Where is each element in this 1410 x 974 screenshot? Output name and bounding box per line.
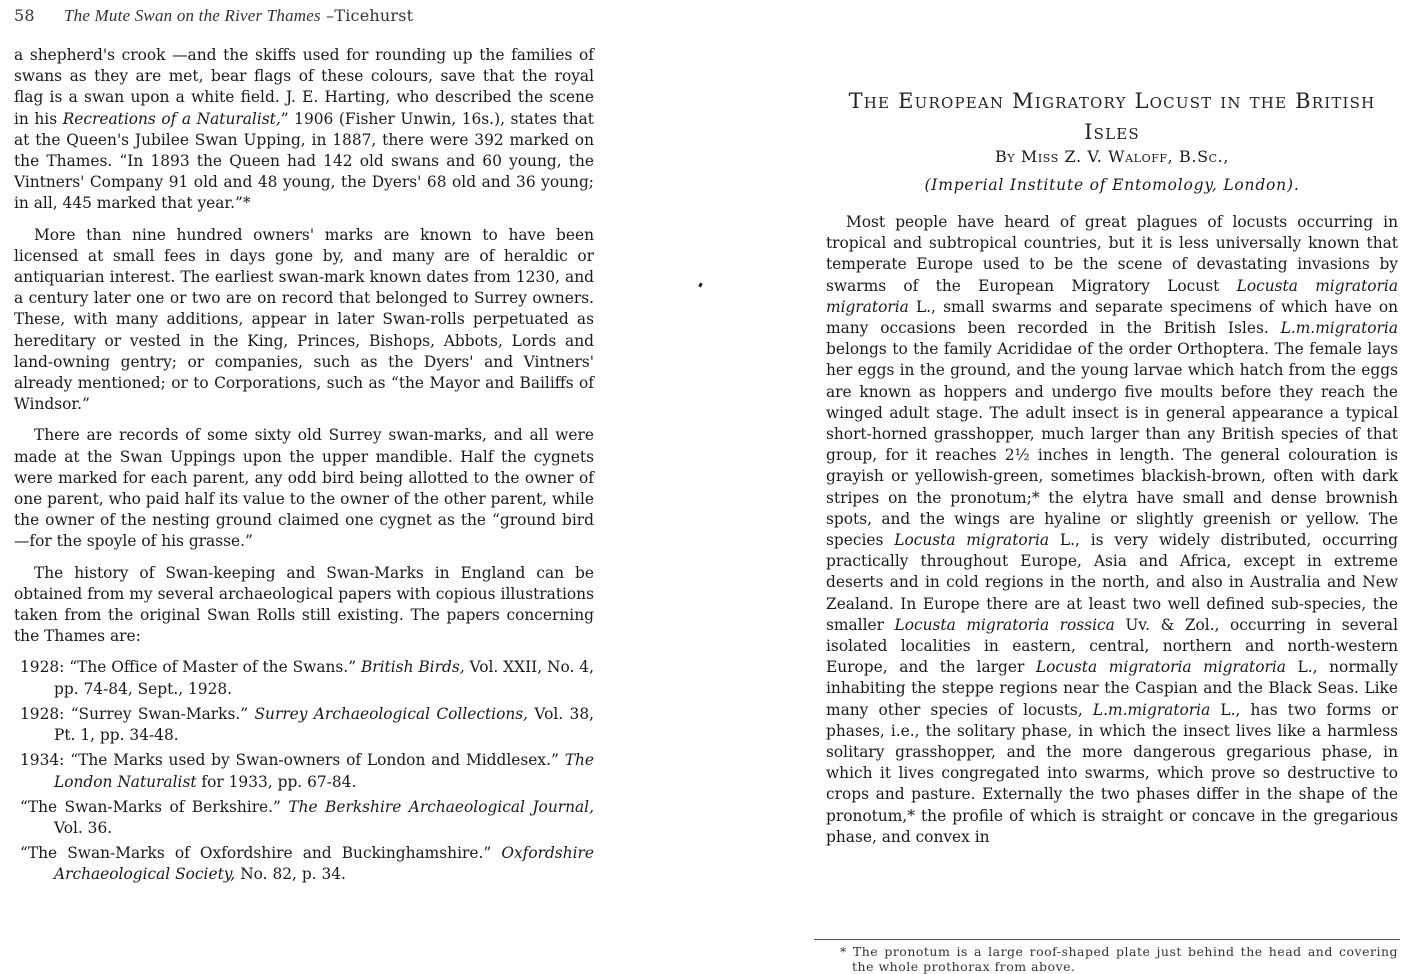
- left-body-text: [14, 45, 594, 890]
- running-title: The Mute Swan on the River Thames: [64, 6, 321, 25]
- species-name: Locusta migratoria migratoria: [1035, 658, 1286, 677]
- species-name: L.m.migratoria: [1280, 319, 1398, 338]
- species-name: Locusta migratoria migratoria: [826, 276, 1399, 316]
- reference-detail: Vol. XXII, No. 4, pp. 74-84, Sept., 1928.: [54, 658, 594, 698]
- species-name: Locusta migratoria rossica: [894, 615, 1115, 634]
- book-title: Recreations of a Naturalist,: [62, 109, 281, 128]
- article-title: The European Migratory Locust in the British Isles: [848, 89, 1376, 144]
- reference-journal: Surrey Archaeological Collections,: [254, 704, 529, 723]
- text-run: L., normally inhabiting the steppe regions near the Caspian and the Black Seas. Like many other species of locusts,: [826, 658, 1398, 719]
- text-run: belongs to the family Acrididae of the order Orthoptera. The female lays her eggs in the ground, and the young larvae which hatch from the eggs are known as hoppers and undergo five moults before they reach the winged adult stage. The adult insect is in general appearance a typical short-horned grasshopper, much larger than any British species of that group, for it reaches 2½ inches in length. The general colouration is grayish or yellowish-green, sometimes blackish-brown, often with dark stripes on the pronotum;* the elytra have small and dense brownish spots, and the wings are hyaline or slightly greenish or yellow. The species: [826, 340, 1398, 550]
- reference-detail: Vol. 38, Pt. 1, pp. 34-48.: [54, 704, 595, 745]
- running-head: [14, 6, 413, 26]
- reference-journal: Oxfordshire Archaeological Society,: [54, 844, 594, 884]
- footnote-rule: [814, 939, 1400, 940]
- reference-journal: The Berkshire Archaeological Journal,: [288, 797, 594, 816]
- reference-item: [14, 704, 594, 746]
- text-run: Most people have heard of great plagues of locusts occurring in tropical and subtropical countries, but it is less universally known that temperate Europe used to be the scene of devastating invasions by swarms of the European Migratory Locust: [826, 213, 1398, 295]
- reference-journal: The London Naturalist: [54, 751, 594, 791]
- scan-speck: [698, 283, 703, 288]
- footnote: * The pronotum is a large roof-shaped plate just behind the head and covering the whole prothorax from above.: [840, 944, 1398, 974]
- text-run: ” 1906 (Fisher Unwin, 16s.), states that at the Queen's Jubilee Swan Upping, in 1887, there were 392 marked on the Thames. “In 1893 the Queen had 142 old swans and 60 young, the Vintners' Company 91 old and 48 young, the Dyers' 68 old and 36 young; in all, 445 marked that year.”*: [14, 109, 594, 213]
- reference-lead: 1934: “The Marks used by Swan-owners of London and Middlesex.”: [20, 751, 565, 770]
- reference-detail: Vol. 36.: [54, 818, 113, 837]
- species-name: L.m.migratoria: [1092, 700, 1211, 719]
- reference-lead: 1928: “The Office of Master of the Swans.”: [20, 658, 361, 677]
- text-run: L., has two forms or phases, i.e., the solitary phase, in which the insect lives like a harmless solitary grasshopper, and the more dangerous gregarious phase, in which it lives congregated into swarms, which prove so destructive to crops and pasture. Externally the two phases differ in the shape of the pronotum,* the profile of which is straight or concave in the gregarious phase, and convex in: [826, 700, 1398, 846]
- reference-detail: No. 82, p. 34.: [235, 865, 346, 884]
- running-author: –Ticehurst: [326, 6, 414, 25]
- paragraph: More than nine hundred owners' marks are known to have been licensed at small fees in days gone by, and many are of heraldic or antiquarian interest. The earliest swan-mark known dates from 1230, and a century later one or two are on record that belonged to Surrey owners. These, with many additions, appear in later Swan-rolls perpetuated as hereditary or vested in the King, Princes, Bishops, Abbots, Lords and land-owning gentry; or companies, such as the Dyers' and Vintners' already mentioned; or to Corporations, such as “the Mayor and Bailiffs of Windsor.”: [14, 225, 594, 414]
- page-number: 58: [14, 6, 35, 25]
- right-body-text: [826, 212, 1398, 848]
- reference-lead: “The Swan-Marks of Oxfordshire and Buckinghamshire.”: [20, 844, 502, 863]
- reference-lead: “The Swan-Marks of Berkshire.”: [20, 797, 289, 816]
- reference-list: [14, 657, 594, 885]
- reference-item: [14, 843, 594, 885]
- paragraph: The history of Swan-keeping and Swan-Marks in England can be obtained from my several archaeological papers with copious illustrations taken from the original Swan Rolls still existing. The papers concerning the Thames are:: [14, 563, 594, 646]
- text-run: L., small swarms and separate specimens of which have on many occasions been recorded in the British Isles.: [826, 297, 1398, 338]
- reference-journal: British Birds,: [360, 658, 465, 677]
- text-run: Uv. & Zol., occurring in several isolated localities in eastern, central, northern and north-western Europe, and the larger: [826, 615, 1398, 677]
- text-run: L., is very widely distributed, occurring practically throughout Europe, Asia and Africa, except in extreme deserts and in cold regions in the north, and also in Australia and New Zealand. In Europe there are at least two well defined sub-species, the smaller: [826, 531, 1398, 634]
- paragraph: [14, 45, 594, 215]
- species-name: Locusta migratoria: [894, 531, 1050, 550]
- reference-item: [14, 797, 594, 839]
- reference-item: [14, 657, 594, 699]
- reference-item: [14, 750, 594, 792]
- paragraph: There are records of some sixty old Surrey swan-marks, and all were made at the Swan Uppings upon the upper mandible. Half the cygnets were marked for each parent, any odd bird being allotted to the owner of one parent, who paid half its value to the owner of the other parent, while the owner of the nesting ground claimed one cygnet as the “ground bird—for the spoyle of his grasse.”: [14, 426, 594, 551]
- reference-lead: 1928: “Surrey Swan-Marks.”: [20, 704, 255, 723]
- reference-detail: for 1933, pp. 67-84.: [196, 772, 357, 791]
- text-run: a shepherd's crook —and the skiffs used for rounding up the families of swans as they are met, bear flags of these colours, save that the royal flag is a swan upon a white field. J. E. Harting, who described the scene in his: [14, 46, 594, 128]
- paragraph: [826, 212, 1398, 848]
- author-affiliation: (Imperial Institute of Entomology, London).: [924, 176, 1300, 194]
- author-byline: By Miss Z. V. Waloff, B.Sc.,: [994, 147, 1230, 166]
